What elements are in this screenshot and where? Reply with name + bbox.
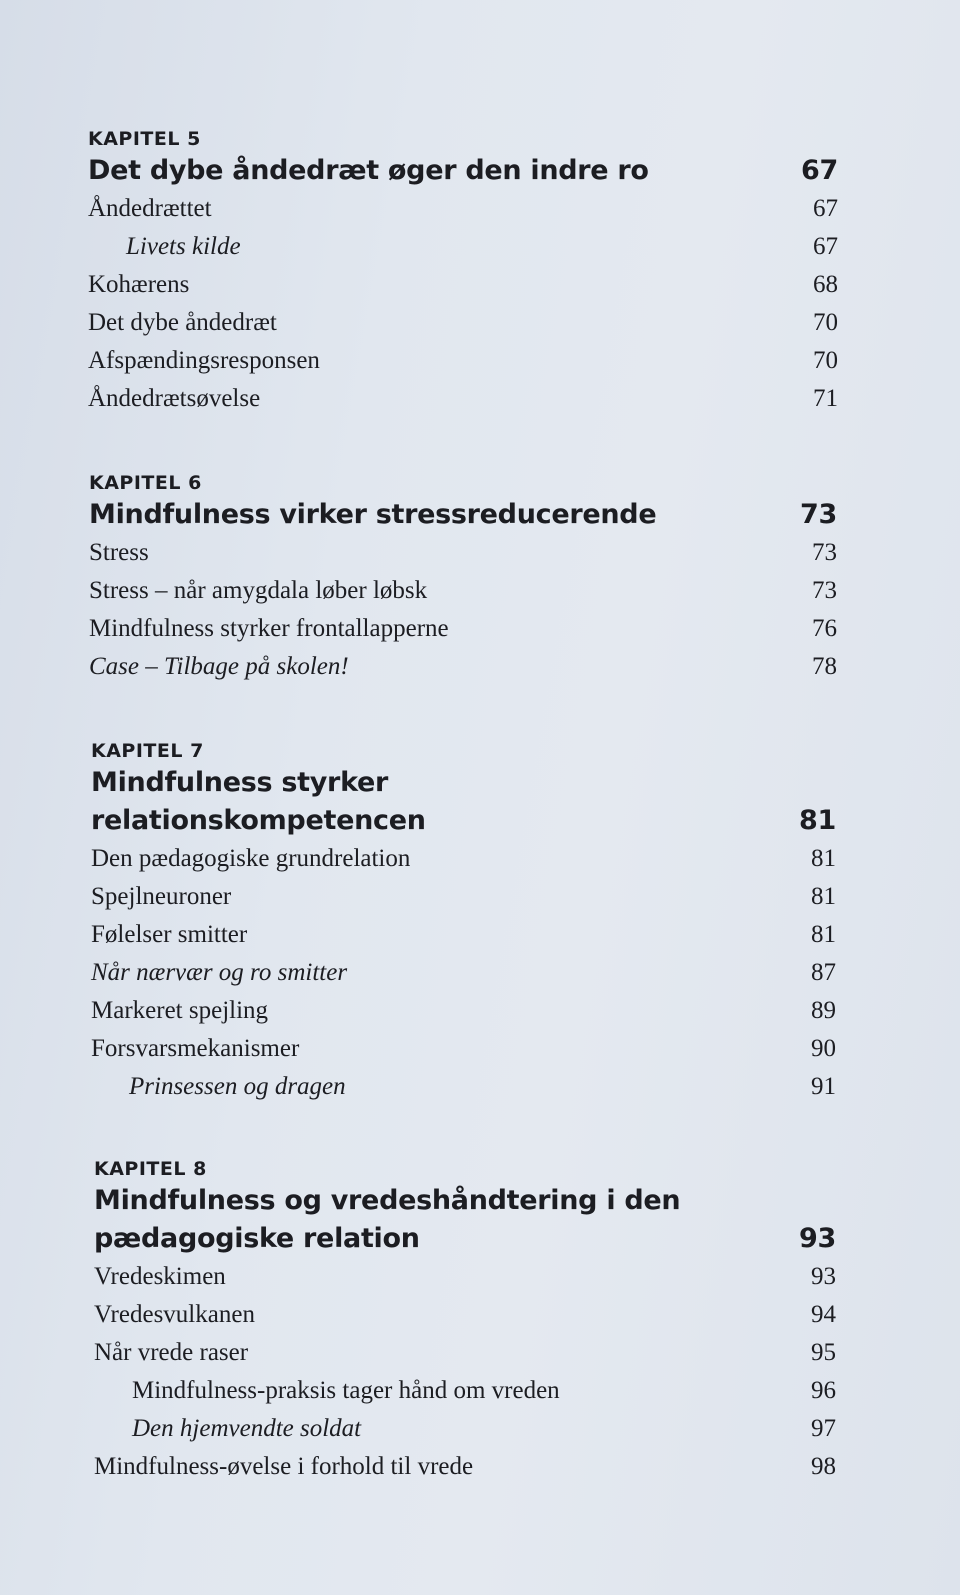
toc-entry: [94, 1296, 836, 1334]
entry-page: 89: [811, 997, 836, 1024]
chapter-title: Det dybe åndedræt øger den indre ro: [88, 155, 649, 186]
chapter-page: 93: [799, 1223, 836, 1254]
entry-page: 93: [811, 1263, 836, 1290]
entry-title: Spejlneuroner: [91, 883, 232, 910]
entry-page: 70: [813, 347, 838, 374]
chapter-title-row: [94, 1182, 836, 1258]
entry-page: 76: [812, 615, 837, 642]
toc-entry: [91, 954, 836, 992]
toc-entry: [91, 840, 836, 878]
entry-title: Afspændingsresponsen: [88, 347, 320, 374]
entry-title: Markeret spejling: [91, 997, 269, 1024]
chapter-8: [94, 1156, 836, 1486]
entry-page: 96: [811, 1377, 836, 1404]
entry-page: 73: [812, 539, 837, 566]
chapter-label: KAPITEL 6: [89, 472, 202, 494]
chapter-title: Mindfulness styrker relationskompetencen: [91, 767, 426, 836]
entry-page: 91: [811, 1073, 836, 1100]
entry-page: 70: [813, 309, 838, 336]
entry-title: Prinsessen og dragen: [129, 1073, 346, 1100]
chapter-title-row: [88, 152, 838, 190]
chapter-6: [89, 470, 837, 686]
toc-entry: [91, 992, 836, 1030]
entry-title: Åndedrættet: [88, 195, 212, 222]
entry-page: 95: [811, 1339, 836, 1366]
toc-entry: [88, 190, 838, 228]
entry-page: 90: [811, 1035, 836, 1062]
toc-entry: [94, 1410, 836, 1448]
entry-title: Det dybe åndedræt: [88, 309, 277, 336]
chapter-title: Mindfulness virker stressreducerende: [89, 499, 657, 530]
entry-page: 73: [812, 577, 837, 604]
toc-entry: [91, 1030, 836, 1068]
entry-title: Mindfulness styrker frontallapperne: [89, 615, 449, 642]
chapter-page: 67: [801, 155, 838, 186]
entry-title: Livets kilde: [126, 233, 241, 260]
toc-entry: [88, 342, 838, 380]
entry-title: Den hjemvendte soldat: [132, 1415, 362, 1442]
toc-entry: [94, 1334, 836, 1372]
toc-entry: [94, 1258, 836, 1296]
entry-page: 87: [811, 959, 836, 986]
entry-title: Når nærvær og ro smitter: [91, 959, 348, 986]
entry-page: 81: [811, 845, 836, 872]
entry-page: 81: [811, 921, 836, 948]
toc-entry: [91, 878, 836, 916]
entry-page: 81: [811, 883, 836, 910]
chapter-7: [91, 738, 836, 1106]
entry-page: 98: [811, 1453, 836, 1480]
toc-entry: [89, 610, 837, 648]
chapter-label: KAPITEL 7: [91, 740, 204, 762]
chapter-title: Mindfulness og vredeshåndtering i den pædagogiske relation: [94, 1185, 681, 1254]
entry-page: 67: [813, 195, 838, 222]
entry-title: Case – Tilbage på skolen!: [89, 653, 349, 680]
toc-entry: [88, 380, 838, 418]
chapter-5: [88, 126, 838, 418]
entry-title: Mindfulness-øvelse i forhold til vrede: [94, 1453, 474, 1480]
chapter-title-row: [89, 496, 837, 534]
entry-title: Den pædagogiske grundrelation: [91, 845, 411, 872]
toc-entry: [88, 304, 838, 342]
entry-page: 71: [813, 385, 838, 412]
toc-entry: [88, 228, 838, 266]
entry-title: Mindfulness-praksis tager hånd om vreden: [132, 1377, 560, 1404]
entry-title: Forsvarsmekanismer: [91, 1035, 300, 1062]
entry-title: Åndedrætsøvelse: [88, 385, 261, 412]
toc-entry: [91, 916, 836, 954]
toc-entry: [89, 648, 837, 686]
toc-entry: [94, 1448, 836, 1486]
entry-title: Følelser smitter: [91, 921, 248, 948]
entry-title: Kohærens: [88, 271, 190, 298]
toc-entry: [88, 266, 838, 304]
entry-page: 68: [813, 271, 838, 298]
entry-title: Vredesvulkanen: [94, 1301, 255, 1328]
chapter-page: 81: [799, 805, 836, 836]
entry-page: 67: [813, 233, 838, 260]
entry-page: 94: [811, 1301, 836, 1328]
entry-title: Når vrede raser: [94, 1339, 249, 1366]
chapter-label: KAPITEL 5: [88, 128, 201, 150]
toc-entry: [94, 1372, 836, 1410]
entry-title: Stress: [89, 539, 149, 566]
entry-page: 97: [811, 1415, 836, 1442]
chapter-title-row: [91, 764, 836, 840]
entry-page: 78: [812, 653, 837, 680]
toc-entry: [91, 1068, 836, 1106]
chapter-page: 73: [800, 499, 837, 530]
entry-title: Vredeskimen: [94, 1263, 226, 1290]
toc-entry: [89, 534, 837, 572]
toc-entry: [89, 572, 837, 610]
entry-title: Stress – når amygdala løber løbsk: [89, 577, 428, 604]
chapter-label: KAPITEL 8: [94, 1158, 207, 1180]
